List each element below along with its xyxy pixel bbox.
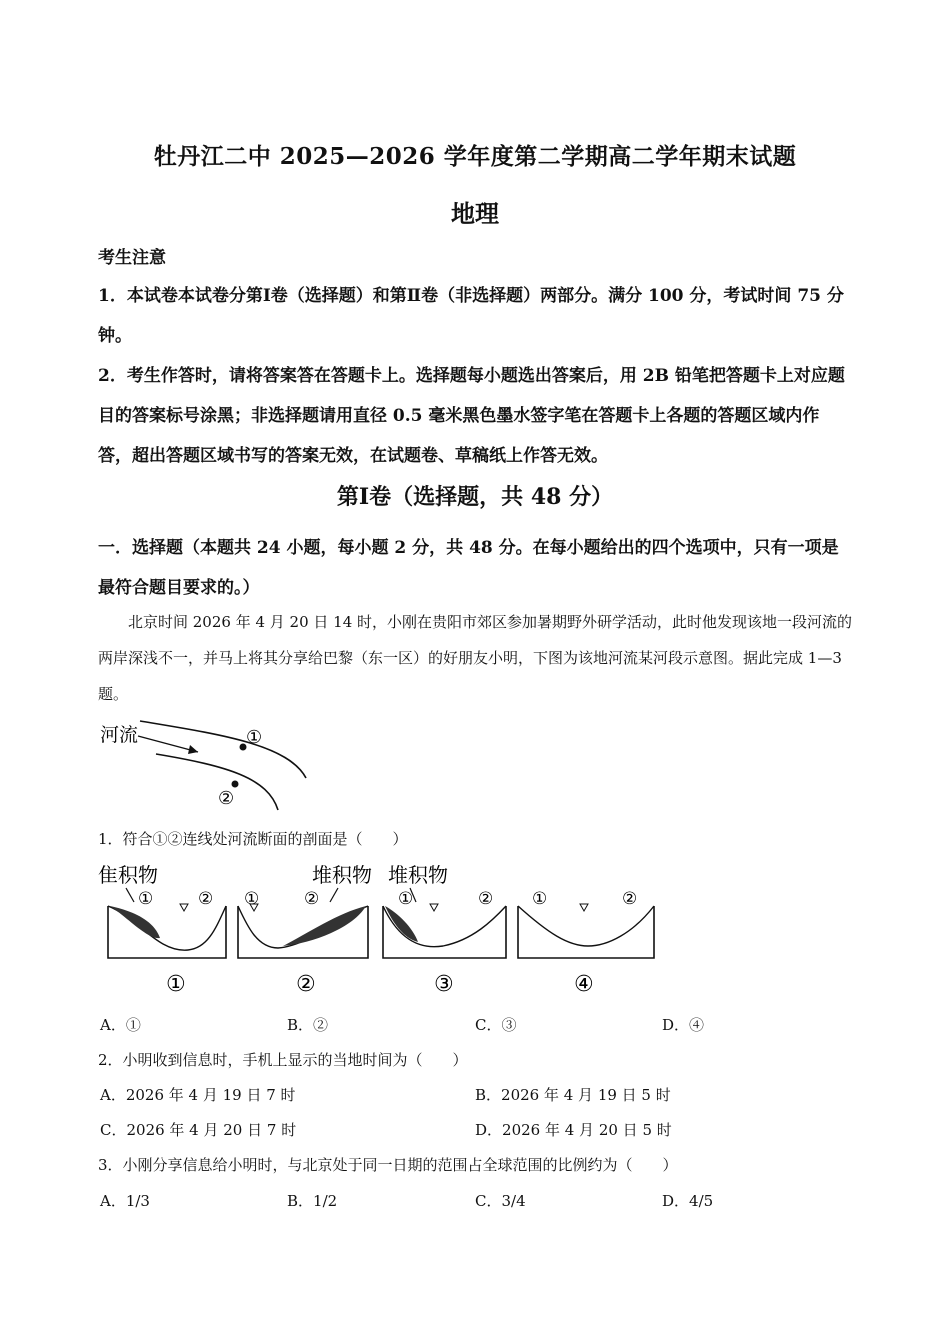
subject-title: 地理 [451,199,499,228]
q2-option-c[interactable]: C．2026 年 4 月 20 日 7 时 [100,1121,297,1139]
river-bank-north [140,721,306,778]
river-bank-south [156,754,278,810]
q1-option-b[interactable]: B．② [287,1016,329,1034]
cross-section-profiles [98,858,668,1003]
question-2-stem: 2．小明收到信息时，手机上显示的当地时间为（ ） [98,1051,468,1069]
svg-text:①: ① [398,889,414,909]
q3-option-d[interactable]: D．4/5 [662,1192,714,1210]
profile-4-caption: ④ [574,972,594,997]
svg-text:②: ② [478,889,494,909]
point-2-marker [232,781,239,788]
question-3-stem: 3．小刚分享信息给小明时，与北京处于同一日期的范围占全球范围的比例约为（ ） [98,1156,678,1174]
profile-2-caption: ② [296,972,316,997]
point-1-label: ① [246,727,263,748]
q3-option-b[interactable]: B．1/2 [287,1192,338,1210]
profile-3-caption: ③ [434,972,454,997]
notice-item-1: 1．本试卷本试卷分第Ⅰ卷（选择题）和第Ⅱ卷（非选择题）两部分。满分 100 分，考试时间 75 分钟。 [98,286,844,346]
svg-text:①: ① [138,889,154,909]
profile-1 [98,863,226,997]
q2-option-a[interactable]: A．2026 年 4 月 19 日 7 时 [100,1086,296,1104]
svg-text:②: ② [304,889,320,909]
profile-2 [238,863,372,997]
q2-option-b[interactable]: B．2026 年 4 月 19 日 5 时 [475,1086,671,1104]
profile-4 [518,889,654,997]
profile-3-deposit-label: 堆积物 [388,863,448,887]
notice-heading: 考生注意 [98,248,166,268]
question-intro: 北京时间 2026 年 4 月 20 日 14 时，小刚在贵阳市郊区参加暑期野外研学活动，此时他发现该地一段河流的两岸深浅不一，并马上将其分享给巴黎（东一区）的好朋友小明，下图为该地河流某河段示意图。据此完成 1—3 题。 [98,613,853,703]
q3-option-c[interactable]: C．3/4 [475,1192,526,1210]
q1-option-d[interactable]: D．④ [662,1016,705,1034]
svg-text:②: ② [622,889,638,909]
profile-3 [383,863,506,997]
flow-arrow-head [188,745,198,754]
q3-option-a[interactable]: A．1/3 [100,1192,150,1210]
svg-text:①: ① [244,889,260,909]
profile-2-deposit-label: 堆积物 [312,863,372,887]
q1-option-c[interactable]: C．③ [475,1016,517,1034]
question-1-stem: 1．符合①②连线处河流断面的剖面是（ ） [98,830,408,848]
exam-title: 牡丹江二中 2025—2026 学年度第二学期高二学年期末试题 [153,143,797,170]
profile-1-caption: ① [166,972,186,997]
svg-text:②: ② [198,889,214,909]
svg-text:①: ① [532,889,548,909]
profile-1-deposit-label: 隹积物 [98,863,158,887]
section-title: 第Ⅰ卷（选择题，共 48 分） [336,484,614,510]
point-2-label: ② [218,788,235,809]
notice-item-2: 2．考生作答时，请将答案答在答题卡上。选择题每小题选出答案后，用 2B 铅笔把答题卡上对应题目的答案标号涂黑；非选择题请用直径 0.5 毫米黑色墨水签字笔在答题卡上各题的答题区域内作答，超出答题区域书写的答案无效，在试题卷、草稿纸上作答无效。 [98,366,845,466]
q1-option-a[interactable]: A．① [100,1016,141,1034]
q2-option-d[interactable]: D．2026 年 4 月 20 日 5 时 [475,1121,672,1139]
part-heading: 一．选择题（本题共 24 小题，每小题 2 分，共 48 分。在每小题给出的四个选项中，只有一项是最符合题目要求的。） [98,538,839,598]
river-diagram [98,716,358,816]
river-label: 河流 [100,724,139,746]
